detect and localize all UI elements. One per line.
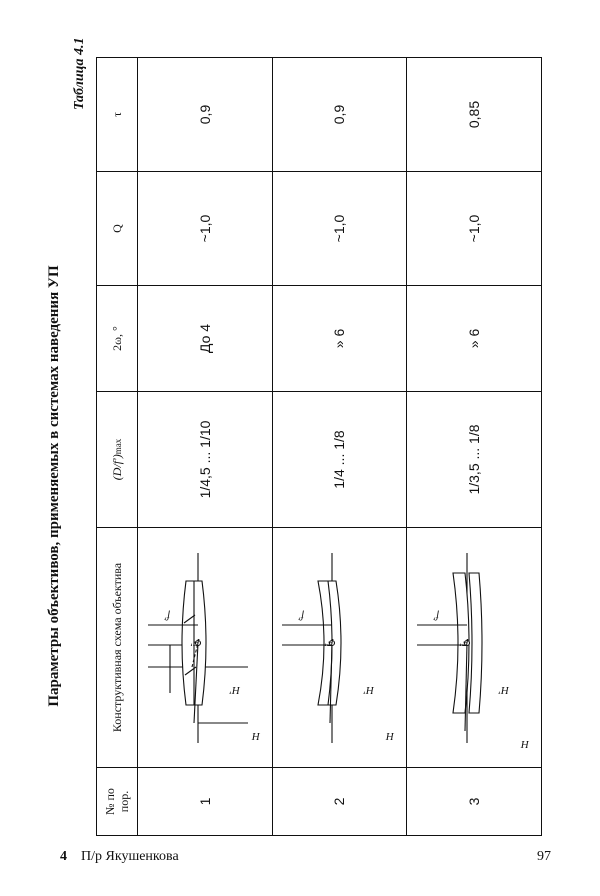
header-num-line2: пор. <box>117 790 131 813</box>
q-value: ~1,0 <box>272 172 407 286</box>
header-scheme: Конструктивная схема объектива <box>97 528 138 768</box>
lens-scheme-3 <box>409 532 539 764</box>
author-credit: П/р Якушенкова <box>81 849 179 864</box>
header-aperture <box>97 392 138 528</box>
header-tau: τ <box>97 58 138 172</box>
scheme-cell <box>272 528 407 768</box>
label-h: H <box>521 738 530 751</box>
table-row <box>138 58 273 836</box>
row-number: 1 <box>138 768 273 836</box>
label-f-prime: F' <box>325 636 335 649</box>
field-value: До 4 <box>138 286 273 392</box>
table-row <box>272 58 407 836</box>
aperture-value: 1/4 ... 1/8 <box>272 392 407 528</box>
q-value: ~1,0 <box>138 172 273 286</box>
signature-mark: 4 <box>60 849 67 864</box>
lens-scheme-1 <box>140 532 270 764</box>
field-value: » 6 <box>272 286 407 392</box>
parameters-table <box>96 57 542 836</box>
field-value: » 6 <box>407 286 542 392</box>
scheme-cell <box>407 528 542 768</box>
header-aperture-text: (D/f') <box>109 454 124 481</box>
label-h: H <box>386 730 395 743</box>
label-f-prime: F' <box>190 636 200 649</box>
label-h: H <box>251 730 260 743</box>
tau-value: 0,9 <box>272 58 407 172</box>
tau-value: 0,85 <box>407 58 542 172</box>
table-number: Таблица 4.1 <box>72 37 87 110</box>
row-number: 2 <box>272 768 407 836</box>
label-f-prime: F' <box>460 636 470 649</box>
q-value: ~1,0 <box>407 172 542 286</box>
header-q: Q <box>97 172 138 286</box>
label-h-prime: H' <box>229 684 240 697</box>
label-h-prime: H' <box>498 684 510 697</box>
page-number: 97 <box>537 849 551 864</box>
header-num <box>97 768 138 836</box>
header-aperture-sub: max <box>112 438 123 455</box>
label-h-prime: H' <box>364 684 375 697</box>
table-row <box>407 58 542 836</box>
label-f-dim: f' <box>433 610 440 623</box>
aperture-value: 1/3,5 ... 1/8 <box>407 392 542 528</box>
header-num-line1: № по <box>103 788 117 815</box>
scheme-cell <box>138 528 273 768</box>
label-f-dim: f' <box>164 610 170 623</box>
table-title: Параметры объективов, применяемых в системах наведения УП <box>46 265 62 707</box>
row-number: 3 <box>407 768 542 836</box>
page-footer <box>60 849 179 865</box>
label-f-dim: f' <box>299 610 305 623</box>
tau-value: 0,9 <box>138 58 273 172</box>
lens-scheme-2 <box>274 532 404 764</box>
header-row <box>97 58 138 836</box>
aperture-value: 1/4,5 ... 1/10 <box>138 392 273 528</box>
header-field: 2ω, ° <box>97 286 138 392</box>
